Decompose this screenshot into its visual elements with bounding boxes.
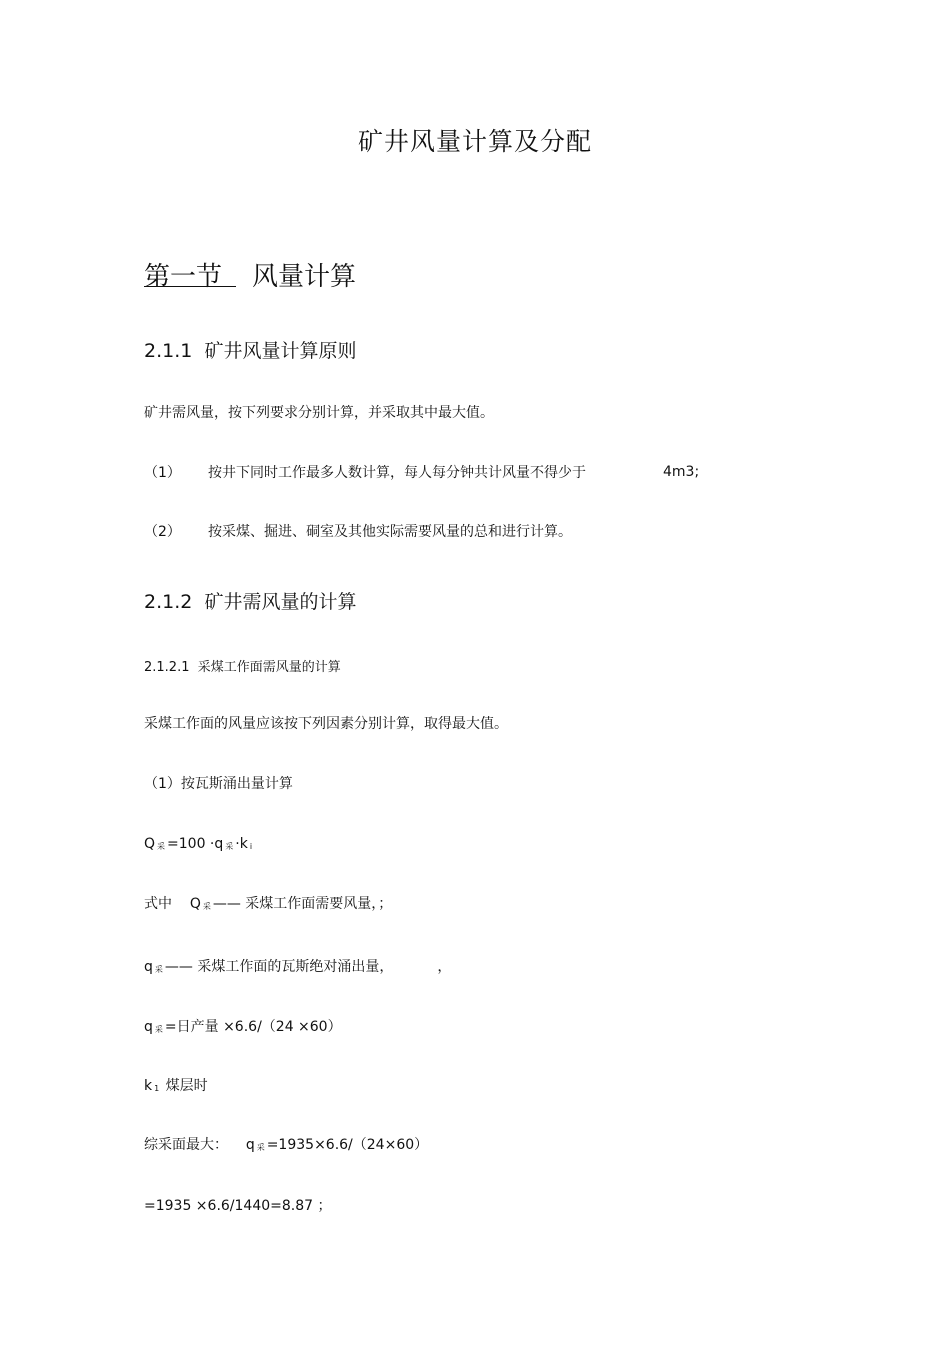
calculation-max bbox=[144, 1134, 428, 1154]
rule-text: 按采煤、掘进、硐室及其他实际需要风量的总和进行计算。 bbox=[208, 524, 572, 540]
heading-number: 2.1.2 bbox=[144, 591, 193, 613]
heading-2-1-2-1 bbox=[144, 656, 341, 675]
subscript: 采 bbox=[154, 1025, 163, 1034]
formula-part: ·k bbox=[235, 836, 248, 852]
definition-q-face bbox=[144, 893, 392, 913]
formula-text: =日产量 ×6.6/（24 ×60） bbox=[164, 1019, 342, 1035]
dash: —— bbox=[164, 959, 193, 975]
document-title: 矿井风量计算及分配 bbox=[357, 127, 592, 156]
heading-text: 采煤工作面需风量的计算 bbox=[197, 660, 341, 675]
formula-part: =100 ·q bbox=[167, 836, 224, 852]
definition-q-formula bbox=[144, 1016, 342, 1036]
section-number-text: 第一节 bbox=[144, 262, 223, 292]
subscript: 采 bbox=[202, 902, 211, 911]
section-number bbox=[144, 256, 236, 292]
subscript: 采 bbox=[157, 842, 166, 851]
paragraph-gas: （1）按瓦斯涌出量计算 bbox=[144, 776, 293, 792]
section-title: 风量计算 bbox=[252, 262, 357, 292]
symbol: q bbox=[245, 1137, 255, 1153]
heading-2-1-2 bbox=[144, 587, 356, 614]
paragraph-intro: 矿井需风量，按下列要求分别计算，并采取其中最大值。 bbox=[144, 405, 494, 421]
symbol: Q bbox=[189, 896, 201, 912]
symbol: k bbox=[144, 1078, 153, 1094]
definition-text: 采煤工作面的瓦斯绝对涌出量， bbox=[197, 959, 394, 975]
heading-number: 2.1.1 bbox=[144, 340, 193, 362]
rule-number: （2） bbox=[144, 524, 181, 540]
rule-text: 按井下同时工作最多人数计算，每人每分钟共计风量不得少于 bbox=[208, 465, 586, 481]
definition-q-gas bbox=[144, 956, 451, 976]
rule-value: 4m3; bbox=[663, 464, 700, 480]
heading-text: 矿井需风量的计算 bbox=[204, 591, 357, 613]
heading-text: 矿井风量计算原则 bbox=[204, 340, 357, 362]
definition-k1 bbox=[144, 1075, 208, 1095]
formula-symbol: Q bbox=[144, 836, 156, 852]
calculation-result: =1935 ×6.6/1440=8.87 ； bbox=[144, 1198, 332, 1214]
subscript: 采 bbox=[154, 965, 163, 974]
subscript: 1 bbox=[154, 1084, 160, 1093]
symbol: q bbox=[144, 959, 153, 975]
formula-text: =1935×6.6/（24×60） bbox=[266, 1137, 429, 1153]
subscript: 采 bbox=[225, 842, 234, 851]
rule-number: （1） bbox=[144, 465, 181, 481]
definition-text: 采煤工作面需要风量，； bbox=[245, 896, 393, 912]
heading-number: 2.1.2.1 bbox=[144, 660, 190, 675]
formula-main bbox=[144, 836, 254, 852]
rule-item-1 bbox=[144, 462, 586, 482]
rule-item-2 bbox=[144, 521, 572, 541]
subscript: 采 bbox=[256, 1143, 265, 1152]
subscript: i bbox=[249, 842, 253, 851]
trailing-comma: ， bbox=[437, 959, 452, 975]
lead-text: 综采面最大： bbox=[144, 1137, 228, 1153]
heading-2-1-1 bbox=[144, 336, 356, 363]
definition-text: 煤层时 bbox=[165, 1078, 208, 1094]
dash: —— bbox=[212, 896, 241, 912]
paragraph-face: 采煤工作面的风量应该按下列因素分别计算，取得最大值。 bbox=[144, 716, 508, 732]
lead-text: 式中 bbox=[144, 896, 172, 912]
symbol: q bbox=[144, 1019, 153, 1035]
